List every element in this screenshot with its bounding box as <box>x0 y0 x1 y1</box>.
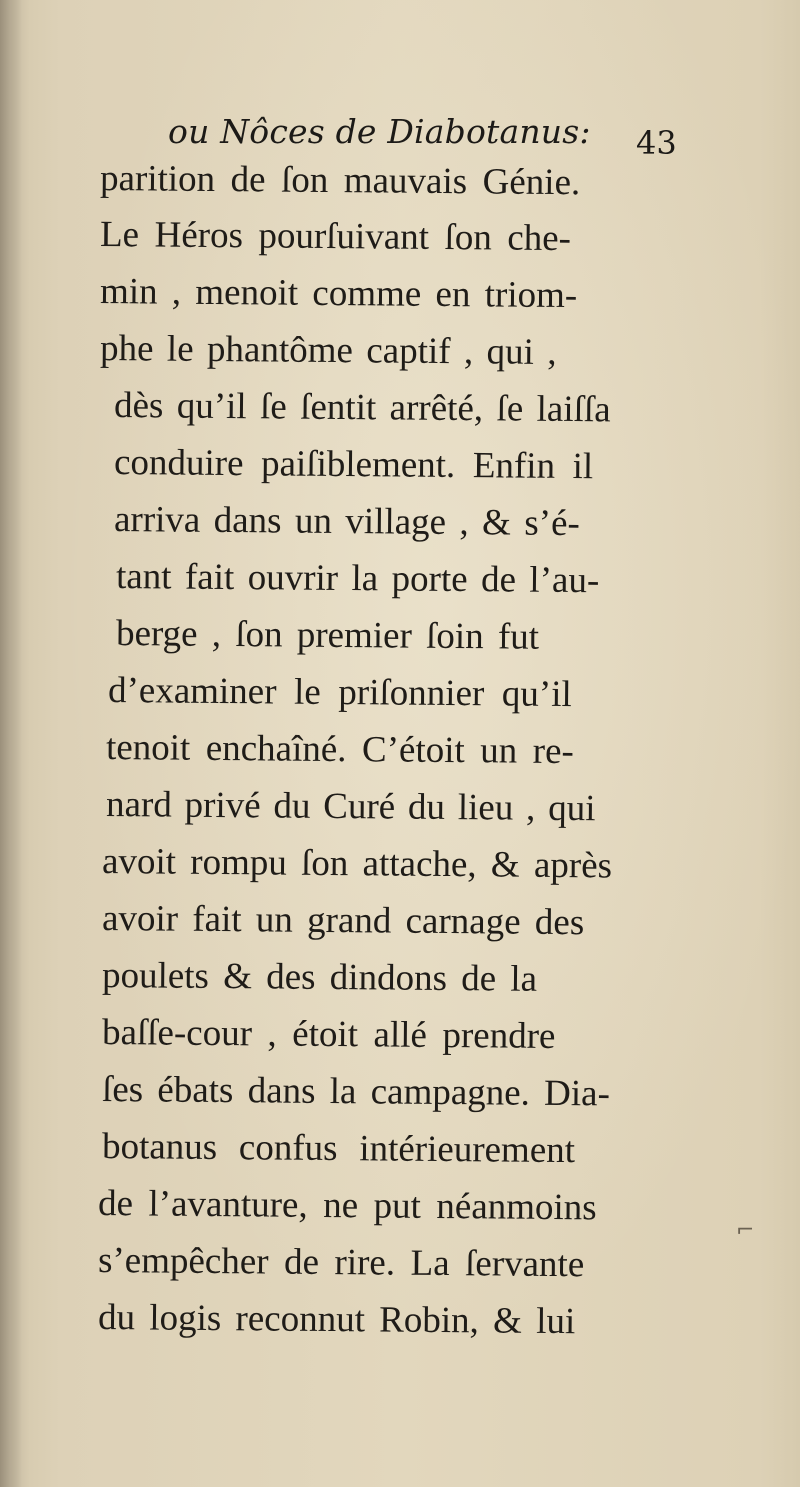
text-line: dès qu’il ſe ſentit arrêté, ſe laiſſa <box>113 385 611 431</box>
text-line: de l’avanture, ne put néanmoins <box>97 1183 597 1229</box>
text-line: botanus confus intérieurement <box>101 1126 576 1172</box>
text-line: parition de ſon mauvais Génie. <box>99 158 581 204</box>
text-line: arriva dans un village , & s’é- <box>113 499 580 545</box>
text-line: poulets & des dindons de la <box>101 955 538 1000</box>
text-line: avoir fait un grand carnage des <box>101 898 585 944</box>
page-gutter-shadow <box>0 0 22 1487</box>
text-line: avoit rompu ſon attache, & après <box>101 841 613 887</box>
text-line: du logis reconnut Robin, & lui <box>97 1297 576 1343</box>
text-line: phe le phantôme captif , qui , <box>99 328 557 373</box>
page-number: 43 <box>636 124 677 162</box>
text-line: tant fait ouvrir la porte de l’au- <box>115 556 600 602</box>
text-line: tenoit enchaîné. C’étoit un re- <box>105 727 575 773</box>
text-line: berge , ſon premier ſoin fut <box>115 613 540 658</box>
text-line: d’examiner le priſonnier qu’il <box>107 670 572 716</box>
margin-mark: ⌐ <box>736 1218 755 1243</box>
text-line: ſes ébats dans la campagne. Dia- <box>101 1069 611 1115</box>
text-line: Le Héros pourſuivant ſon che- <box>99 214 572 260</box>
text-line: s’empêcher de rire. La ſervante <box>97 1240 585 1286</box>
text-line: nard privé du Curé du lieu , qui <box>105 784 596 830</box>
text-line: conduire paiſiblement. Enfin il <box>113 442 594 488</box>
page-header <box>168 112 708 164</box>
text-line: baſſe-cour , étoit allé prendre <box>101 1012 556 1057</box>
text-line: min , menoit comme en triom- <box>99 271 578 317</box>
running-title: ou Nôces de Diabotanus: <box>168 112 591 151</box>
